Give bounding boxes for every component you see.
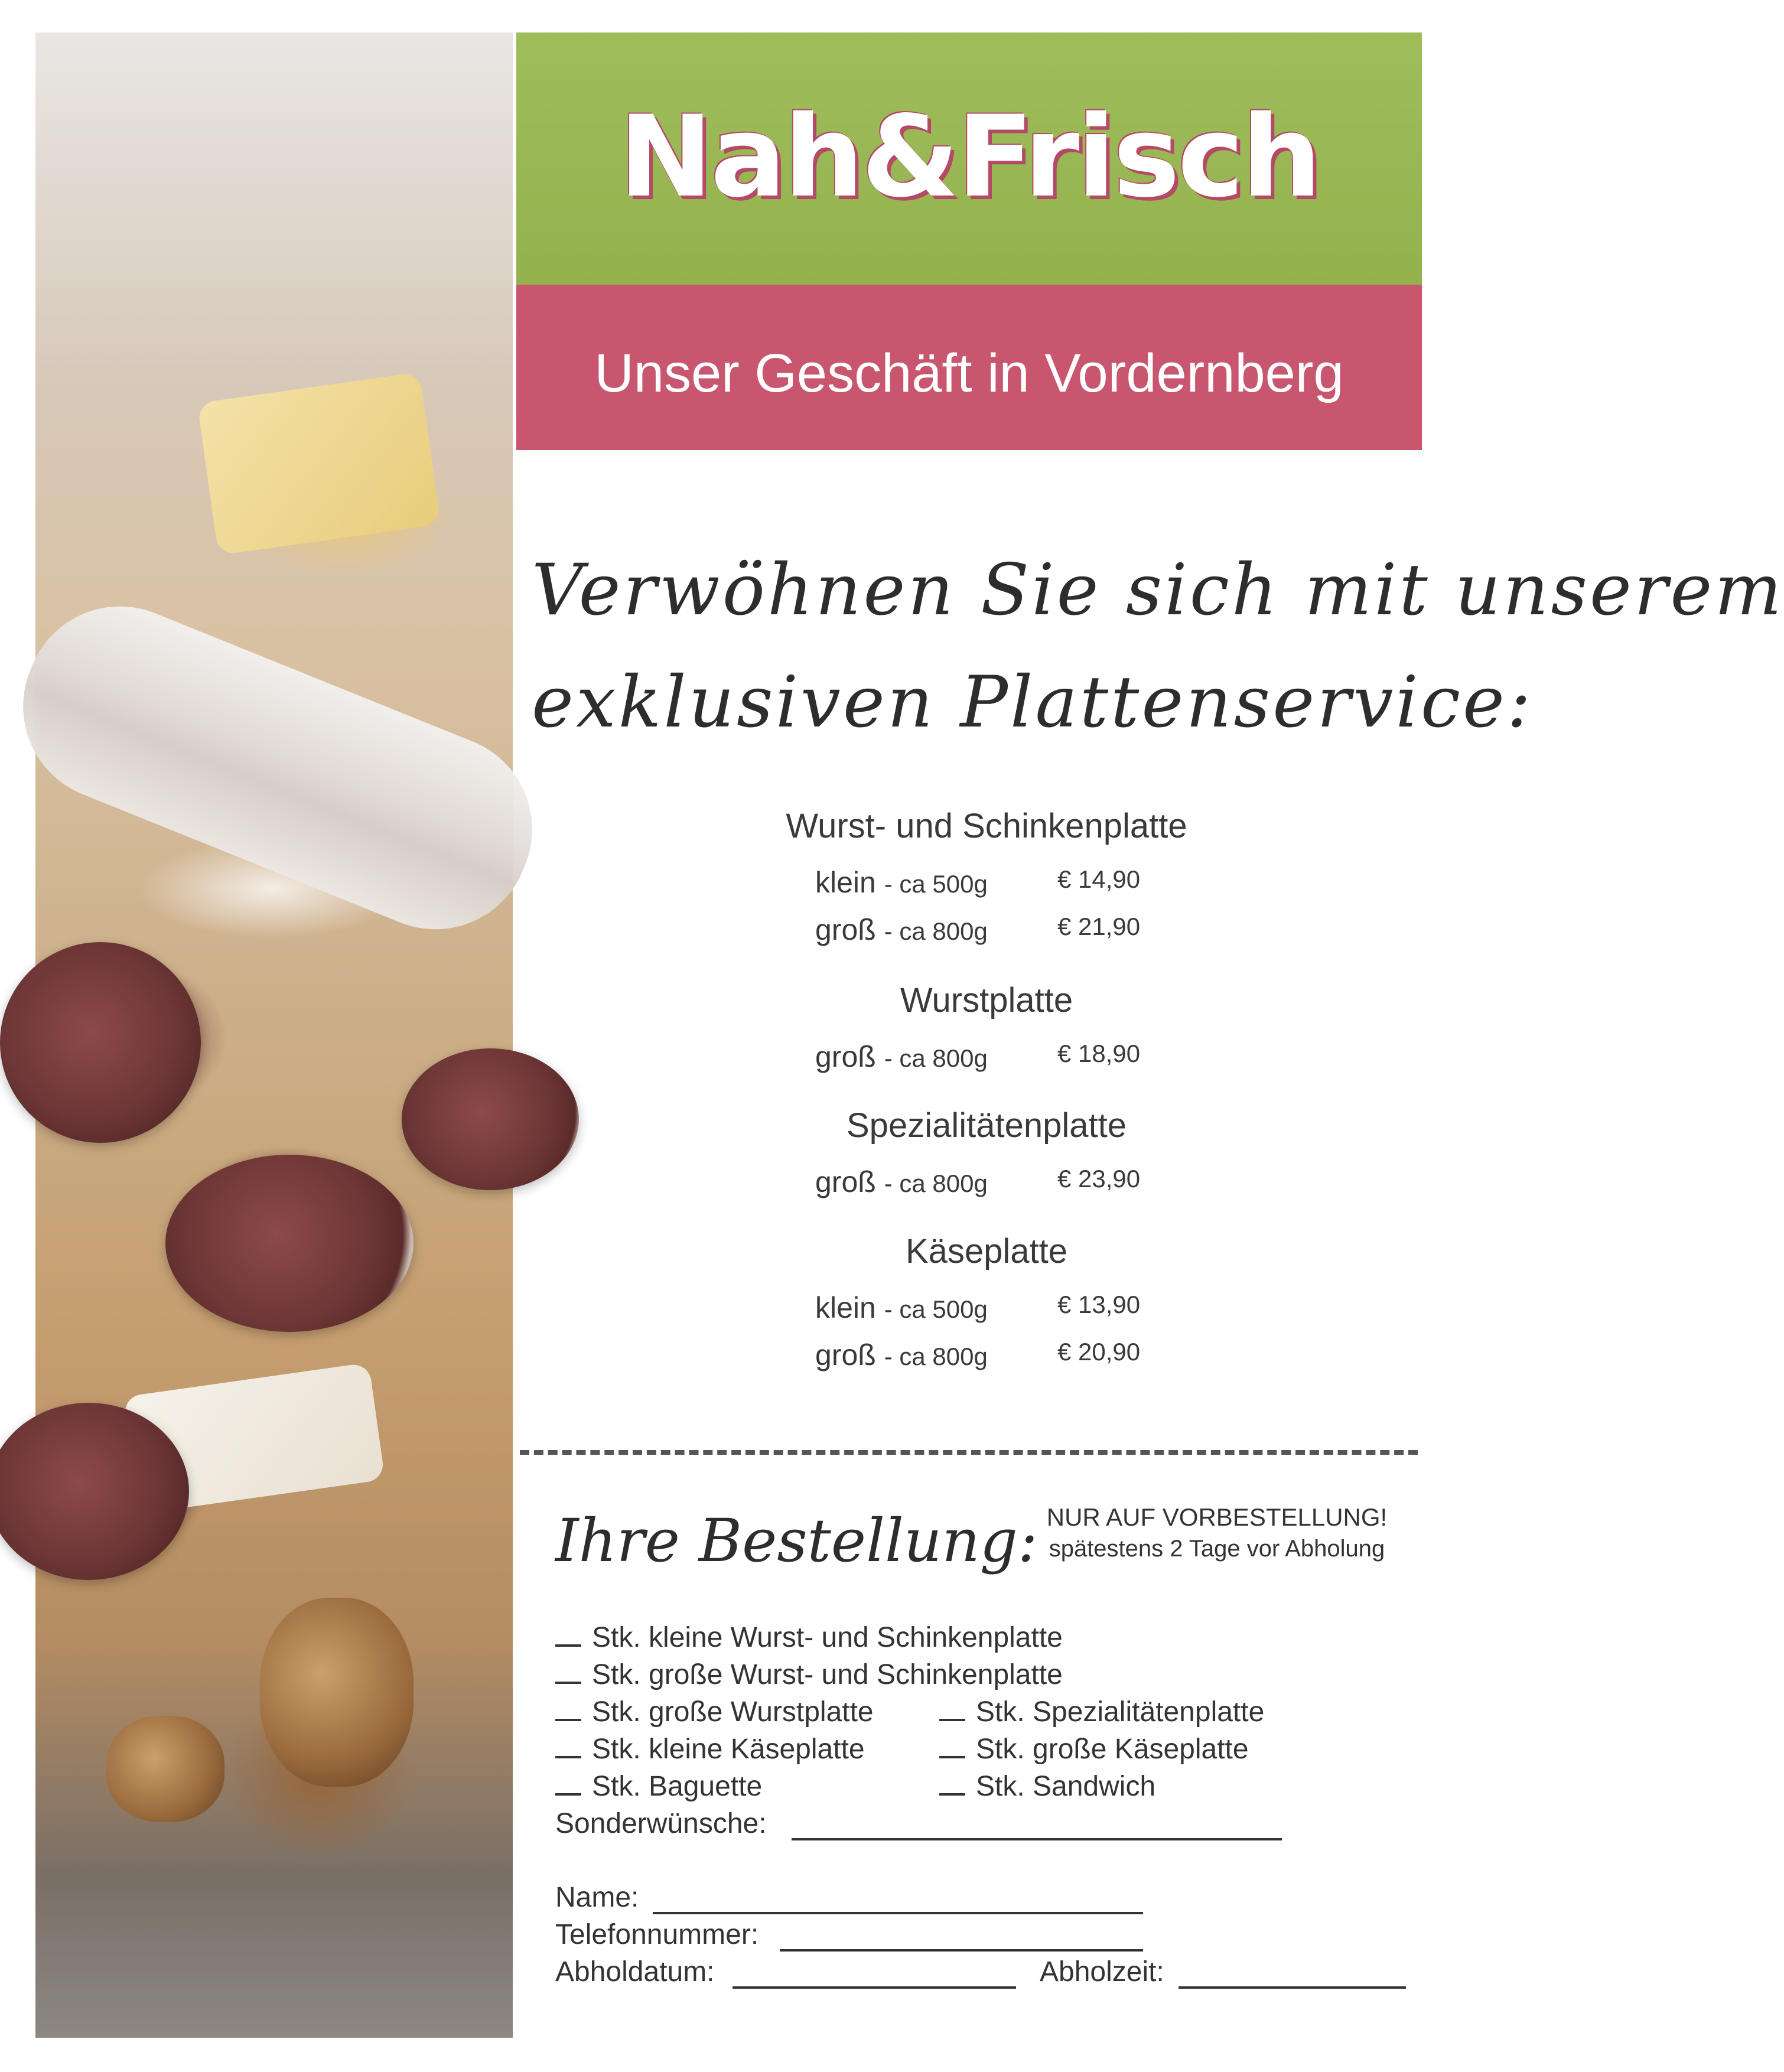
price-label: € 14,90 [1057,865,1141,893]
weight-label: - ca 800g [884,1343,988,1370]
size-label: groß [815,913,876,946]
weight-label: - ca 800g [884,917,988,945]
headline-line-1: Verwöhnen Sie sich mit unserem [532,549,1784,631]
order-item-label: Stk. Baguette [592,1771,763,1802]
weight-label: - ca 800g [884,1044,988,1072]
size-label: groß [815,1040,876,1073]
order-item-label: Stk. große Käseplatte [976,1734,1249,1765]
pickup-time-field[interactable] [1179,1986,1406,1989]
quantity-blank[interactable] [555,1793,581,1796]
size-label: klein [815,1291,876,1324]
salami-slice [402,1048,579,1190]
quantity-blank[interactable] [555,1644,581,1647]
name-label: Name: [555,1882,639,1913]
quantity-blank[interactable] [939,1793,965,1796]
order-item[interactable] [555,1621,1063,1654]
order-title: Ihre Bestellung: [555,1506,1038,1575]
order-item-label: Stk. Sandwich [976,1771,1156,1802]
quantity-blank[interactable] [939,1718,965,1721]
special-requests-field[interactable] [792,1838,1282,1840]
order-item-label: Stk. große Wurst- und Schinkenplatte [592,1659,1063,1690]
preorder-notice: NUR AUF VORBESTELLUNG! [1046,1503,1388,1531]
salami-slice [0,942,201,1143]
walnut [106,1716,224,1822]
cheese-piece [197,372,441,555]
size-label: groß [815,1165,876,1198]
order-item[interactable] [939,1770,1155,1803]
order-item[interactable] [939,1696,1264,1728]
price-label: € 18,90 [1057,1040,1141,1067]
pickup-time-label: Abholzeit: [1040,1956,1164,1988]
pickup-date-field[interactable] [733,1986,1016,1989]
preorder-deadline: spätestens 2 Tage vor Abholung [1049,1536,1385,1562]
salami-slice [165,1155,414,1332]
order-item[interactable] [939,1733,1249,1765]
price-label: € 13,90 [1057,1291,1141,1318]
order-item-label: Stk. Spezialitätenplatte [976,1696,1265,1728]
menu-title: Spezialitätenplatte [847,1106,1127,1145]
menu-row [815,865,1141,900]
menu-row [815,1291,1141,1325]
name-field[interactable] [653,1912,1143,1914]
weight-label: - ca 500g [884,1295,988,1323]
sausage [0,578,561,957]
store-subtitle: Unser Geschäft in Vordernberg [594,343,1344,403]
brand-logo: Nah&Frisch [618,92,1320,222]
headline-line-2: exklusiven Plattenservice: [532,662,1534,744]
weight-label: - ca 800g [884,1169,988,1197]
order-item[interactable] [555,1770,762,1803]
menu-row [815,1165,1141,1199]
price-label: € 23,90 [1057,1165,1141,1193]
quantity-blank[interactable] [939,1755,965,1758]
menu-title: Käseplatte [905,1232,1068,1270]
order-item[interactable] [555,1696,874,1728]
size-label: groß [815,1338,876,1371]
size-label: klein [815,866,876,899]
special-requests-label: Sonderwünsche: [555,1808,767,1839]
price-label: € 20,90 [1057,1338,1141,1366]
order-item-label: Stk. kleine Käseplatte [592,1734,865,1765]
walnut [260,1598,414,1787]
menu-title: Wurst- und Schinkenplatte [786,807,1187,845]
pickup-date-label: Abholdatum: [555,1956,715,1988]
menu-title: Wurstplatte [900,981,1073,1019]
menu-row [815,1040,1141,1074]
price-label: € 21,90 [1057,913,1141,940]
menu-row [815,913,1141,947]
order-item[interactable] [555,1659,1063,1691]
phone-label: Telefonnummer: [555,1919,759,1950]
weight-label: - ca 500g [884,870,988,898]
order-item-label: Stk. kleine Wurst- und Schinkenplatte [592,1622,1063,1653]
order-item-label: Stk. große Wurstplatte [592,1696,874,1728]
quantity-blank[interactable] [555,1755,581,1758]
quantity-blank[interactable] [555,1718,581,1721]
menu-row [815,1338,1141,1372]
order-item[interactable] [555,1733,865,1765]
salami-slice [0,1403,189,1580]
food-photo [35,32,513,2038]
cut-line-divider [520,1450,1418,1455]
phone-field[interactable] [780,1949,1143,1952]
quantity-blank[interactable] [555,1681,581,1684]
